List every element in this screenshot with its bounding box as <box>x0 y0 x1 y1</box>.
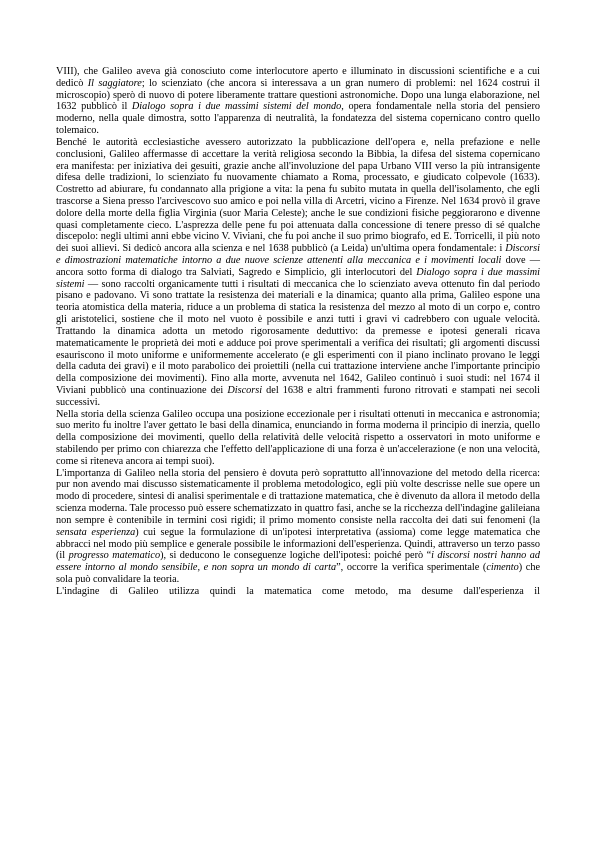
text-run: del 1638 e altri frammenti furono ritrovati e stampati nei secoli successivi. <box>56 384 541 408</box>
italic-text: Discorsi <box>227 384 263 396</box>
italic-text: Discorsi e dimostrazioni matematiche intorno a due nuove scienze attenenti alla meccanica e i movimenti locali <box>56 243 540 266</box>
italic-text: Dialogo sopra i due massimi sistemi del mondo <box>131 101 342 113</box>
text-run: ), si deducono le conseguenze logiche dell'ipotesi: poiché però “ <box>160 550 432 562</box>
paragraph <box>56 409 540 468</box>
paragraph <box>56 66 540 137</box>
body-text <box>56 66 540 598</box>
text-run: L'indagine di Galileo utilizza quindi la matematica come metodo, ma desume dall'esperienza il <box>56 585 540 597</box>
text-run: ) cui segue la formulazione di un'ipotesi interpretativa (assioma) come legge matematica che abbracci nel modo più semplice e generale possibile le informazioni dell'esperienza. Quindi, attraverso un terzo passo (il <box>56 526 540 562</box>
text-run: , opera fondamentale nella storia del pensiero moderno, nella quale dimostra, sotto l'apparenza di neutralità, la fondatezza del sistema copernicano contro quello tolemaico. <box>56 101 540 137</box>
paragraph <box>56 137 540 409</box>
text-run: VIII), che Galileo aveva già conosciuto come interlocutore aperto e illuminato in discussioni scientifiche e a cui dedicò <box>56 66 540 89</box>
text-run: ) che sola può convalidare la teoria. <box>56 562 540 585</box>
italic-text: i discorsi nostri hanno ad essere intorno al mondo sensibile, e non sopra un mondo di carta <box>56 550 540 574</box>
text-run: Benché le autorità ecclesiastiche avessero autorizzato la pubblicazione dell'opera e, nella prefazione e nelle conclusioni, Galileo affermasse di accettare la verità religiosa secondo la Bibbia, la difesa del sistema copernicano era manifesta: per iniziativa dei gesuiti, grazie anche all'involuzione del papa Urbano VIII verso la più intransigente difesa delle tradizioni, lo scienziato fu nuovamente chiamato a Roma, processato, e giudicato colpevole (1633). Costretto ad abiurare, fu condannato alla prigione a vita: la pena fu subito mutata in quella dell'isolamento, che egli trascorse a Siena presso l'arcivescovo suo amico e poi nella villa di Arcetri, vicino a Firenze. Nel 1634 provò il grave dolore della morte della figlia Virginia (suor Maria Celeste); anche le sue condizioni fisiche peggiorarono e divenne quasi completamente cieco. L'asprezza delle pene fu poi attenuata dalla concessione di tenere presso di sé qualche discepolo: negli ultimi anni ebbe vicino V. Viviani, che fu poi anche il suo primo biografo, ed E. Torricelli, il più noto dei suoi allievi. Si dedicò ancora alla scienza e nel 1638 pubblicò (a Leida) un'ultima opera fondamentale: i <box>56 136 540 255</box>
paragraph <box>56 586 540 598</box>
italic-text: Dialogo sopra i due massimi sistemi <box>56 266 541 290</box>
text-run: ; lo scienziato (che ancora si interessava a un gran numero di problemi: nel 1624 costruì il microscopio) sperò di nuovo di potere liberamente trattare questioni astronomiche. Dopo una lunga elaborazione, nel 1632 pubblicò il <box>56 77 540 113</box>
text-run: Nella storia della scienza Galileo occupa una posizione eccezionale per i risultati ottenuti in meccanica e astronomia; suo merito fu inoltre l'aver gettato le basi della dinamica, enunciando in forma moderna il principio di inerzia, quello della composizione dei movimenti, quello della relatività delle velocità rispetto a osservatori in moto uniforme e stabilendo per primo con chiarezza che l'effetto dell'applicazione di una forza è un'accelerazione (e non una velocità, come si riteneva ancora ai tempi suoi). <box>56 408 540 467</box>
italic-text: sensata esperienza <box>56 526 136 538</box>
italic-text: cimento <box>486 562 519 574</box>
italic-text: Il saggiatore <box>87 77 142 89</box>
italic-text: progresso matematico <box>68 550 161 562</box>
text-run: ”, occorre la verifica sperimentale ( <box>336 562 487 574</box>
text-run: L'importanza di Galileo nella storia del pensiero è dovuta però soprattutto all'innovazione del metodo della ricerca: pur non avendo mai discusso sistematicamente il problema metodologico, egli più volte descrisse nelle sue opere un modo di procedere, sintesi di analisi sperimentale e di trattazione matematica, che è divenuto da allora il metodo della scienza moderna. Tale processo può essere schematizzato in quattro fasi, anche se la ricchezza dell'indagine galileiana non sempre è contenibile in termini così rigidi; il primo momento consiste nella raccolta dei dati sui fenomeni (la <box>56 467 540 526</box>
paragraph <box>56 468 540 586</box>
text-run: — sono raccolti organicamente tutti i risultati di meccanica che lo scienziato aveva ottenuto fin dal periodo pisano e padovano. Vi sono trattate la resistenza dei materiali e la dinamica; quanto alla prima, Galileo espone una teoria atomistica della materia, riduce a un problema di statica la resistenza del mezzo al moto di un corpo e, contro gli aristotelici, sostiene che il moto nel vuoto è possibile e anzi tutti i gravi vi cadrebbero con uguale velocità. Trattando la dinamica adotta un metodo rigorosamente deduttivo: da premesse e ipotesi generali ricava matematicamente le proprietà dei moti e adduce poi prove sperimentali a verifica dei risultati; gli argomenti discussi esauriscono il moto uniforme e uniformemente accelerato (e gli esperimenti con il piano inclinato provano le leggi della caduta dei gravi) e il moto parabolico dei proiettili (nella cui trattazione interviene anche l'importante principio della composizione dei movimenti). Fino alla morte, avvenuta nel 1642, Galileo continuò i suoi studi: nel 1674 il Viviani pubblicò una continuazione dei <box>56 278 540 396</box>
text-run: dove — ancora sotto forma di dialogo tra Salviati, Sagredo e Simplicio, gli interlocutori del <box>56 255 540 278</box>
